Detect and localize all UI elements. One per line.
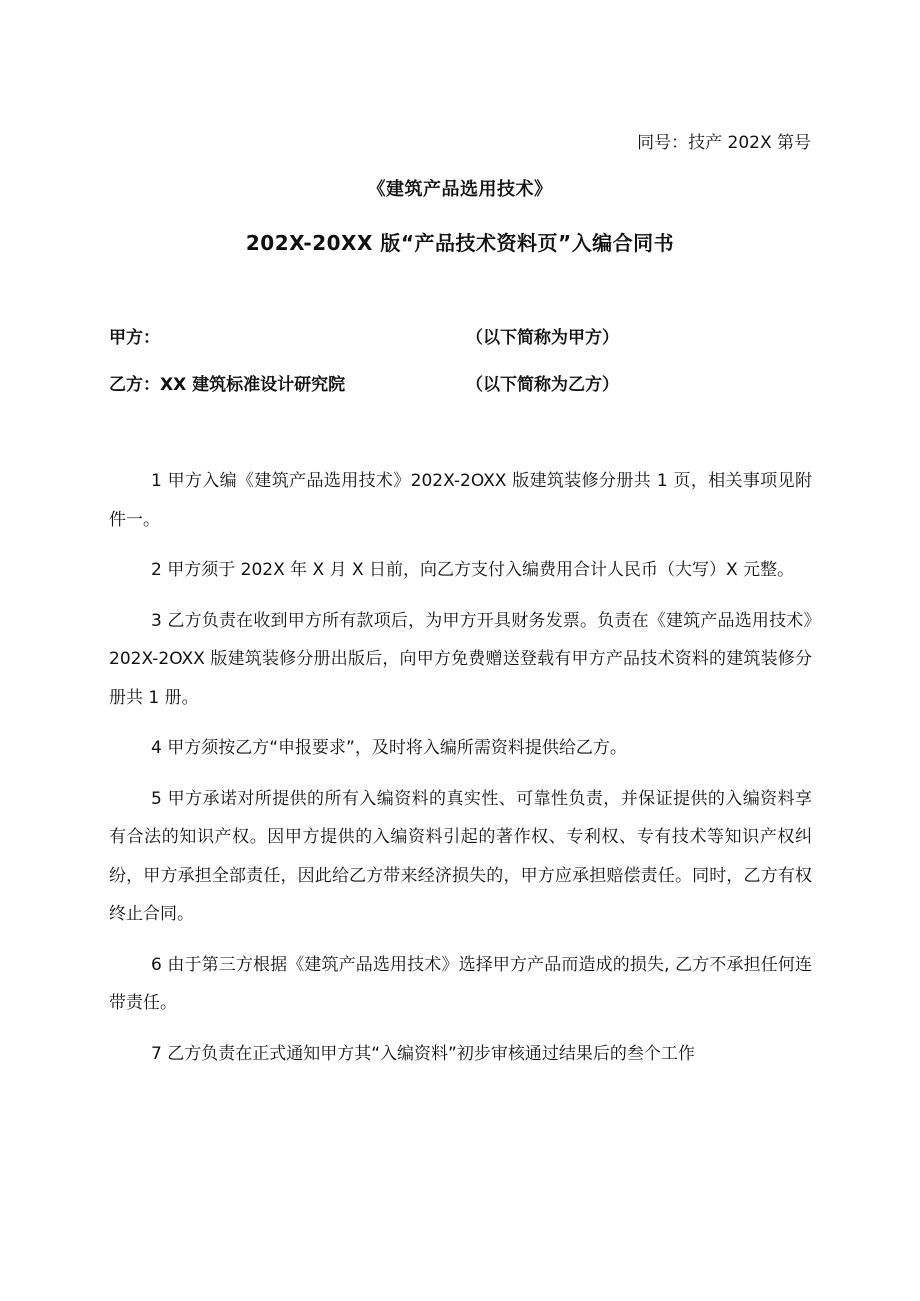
party-b-name: 乙方：XX 建筑标准设计研究院 — [109, 375, 346, 395]
clause-2: 2 甲方须于 202X 年 X 月 X 日前，向乙方支付入编费用合计人民币（大写）X 元整。 — [151, 560, 795, 580]
contract-number: 同号：技产 202X 第号 — [637, 133, 811, 153]
contract-clauses — [109, 462, 812, 1085]
party-a-name: 甲方： — [109, 328, 160, 348]
document-title-line1: 《建筑产品选用技术》 — [367, 179, 553, 200]
clause-5: 5 甲方承诺对所提供的所有入编资料的真实性、可靠性负责，并保证提供的入编资料享有合法的知识产权。因甲方提供的入编资料引起的著作权、专利权、专有技术等知识产权纠纷，甲方承担全部责任，因此给乙方带来经济损失的，甲方应承担赔偿责任。同时，乙方有权终止合同。 — [109, 788, 812, 924]
document-title-line2: 202X-20XX 版“产品技术资料页”入编合同书 — [245, 231, 675, 255]
party-b-alias: （以下简称为乙方） — [466, 375, 619, 395]
clause-6: 6 由于第三方根据《建筑产品选用技术》选择甲方产品而造成的损失, 乙方不承担任何连带责任。 — [109, 954, 812, 1013]
clause-1: 1 甲方入编《建筑产品选用技术》202X-2OXX 版建筑装修分册共 1 页，相关事项见附件一。 — [109, 471, 812, 530]
clause-3: 3 乙方负责在收到甲方所有款项后，为甲方开具财务发票。负责在《建筑产品选用技术》202X-2OXX 版建筑装修分册出版后，向甲方免费赠送登载有甲方产品技术资料的建筑装修分册共 1 册。 — [109, 610, 812, 708]
clause-4: 4 甲方须按乙方“申报要求”，及时将入编所需资料提供给乙方。 — [151, 738, 627, 758]
party-a-alias: （以下简称为甲方） — [466, 328, 619, 348]
clause-7: 7 乙方负责在正式通知甲方其“入编资料”初步审核通过结果后的叁个工作 — [151, 1043, 695, 1064]
